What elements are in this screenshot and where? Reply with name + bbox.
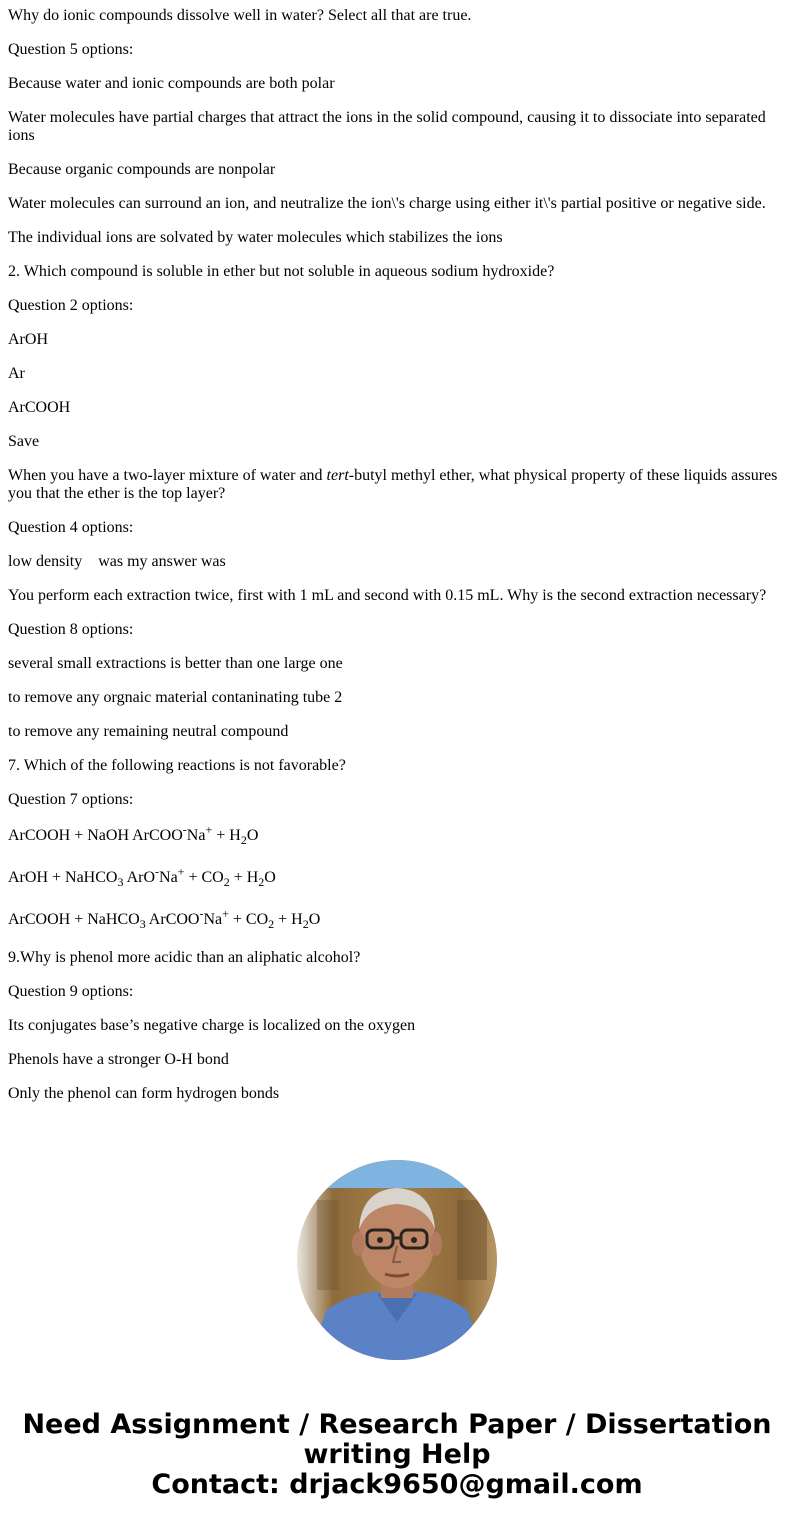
answer-note: low density was my answer was [8, 553, 226, 570]
reaction-equation [8, 906, 786, 932]
save-label: Save [8, 433, 40, 450]
option-text: ArCOOH [8, 399, 71, 416]
reaction-equation [8, 864, 786, 890]
question-prompt: You perform each extraction twice, first with 1 mL and second with 0.15 mL. Why is the second extraction necessary? [8, 587, 767, 604]
eq-part: ArCOOH + NaHCO [8, 911, 140, 928]
banner-line: writing Help [303, 1439, 491, 1470]
document-body [0, 7, 794, 1103]
prompt-part: -butyl methyl ether, what physical property of these liquids assures you that the ether is the top layer? [8, 467, 778, 502]
eq-part: + H [274, 911, 303, 928]
eq-part: Na [203, 911, 223, 928]
options-label: Question 2 options: [8, 297, 134, 314]
avatar-photo [297, 1160, 497, 1360]
eq-part: ArCOOH + NaOH ArCOO [8, 827, 183, 844]
option-text: to remove any remaining neutral compound [8, 723, 289, 740]
eq-subscript: 2 [240, 833, 247, 848]
eq-subscript: 3 [117, 875, 124, 890]
eq-subscript: 2 [258, 875, 265, 890]
eq-superscript: - [199, 906, 204, 921]
options-label: Question 5 options: [8, 41, 134, 58]
option-text: Water molecules can surround an ion, and neutralize the ion\'s charge using either it\'s partial positive or negative side. [8, 195, 766, 212]
option-text: Water molecules have partial charges that attract the ions in the solid compound, causing it to dissociate into separated ions [8, 109, 766, 144]
question-prompt: 2. Which compound is soluble in ether but not soluble in aqueous sodium hydroxide? [8, 263, 555, 280]
eq-superscript: + [177, 864, 185, 879]
eq-subscript: 3 [139, 917, 146, 932]
option-text: Only the phenol can form hydrogen bonds [8, 1085, 280, 1102]
eq-superscript: - [155, 864, 160, 879]
eq-superscript: - [182, 822, 187, 837]
eq-part: ArO [123, 869, 156, 886]
eq-part: + CO [228, 911, 269, 928]
eq-subscript: 2 [223, 875, 230, 890]
eq-part: ArCOO [145, 911, 200, 928]
option-text: Because organic compounds are nonpolar [8, 161, 276, 178]
option-text: Ar [8, 365, 25, 382]
option-text: Its conjugates base’s negative charge is localized on the oxygen [8, 1017, 416, 1034]
banner-line: Need Assignment / Research Paper / Dissertation [22, 1409, 772, 1440]
prompt-part: When you have a two-layer mixture of water and [8, 467, 327, 484]
option-text: several small extractions is better than one large one [8, 655, 343, 672]
contact-banner [0, 1410, 794, 1500]
question-prompt: 9.Why is phenol more acidic than an aliphatic alcohol? [8, 949, 361, 966]
option-text: ArOH [8, 331, 48, 348]
eq-superscript: + [222, 906, 229, 921]
options-label: Question 9 options: [8, 983, 134, 1000]
eq-part: + CO [184, 869, 224, 886]
eq-subscript: 2 [302, 917, 309, 932]
options-label: Question 4 options: [8, 519, 134, 536]
reaction-equation [8, 822, 786, 848]
option-text: The individual ions are solvated by water molecules which stabilizes the ions [8, 229, 503, 246]
eq-superscript: + [205, 822, 213, 837]
eq-part: + H [212, 827, 241, 844]
eq-part: O [246, 827, 259, 844]
eq-part: O [264, 869, 276, 886]
option-text: Phenols have a stronger O-H bond [8, 1051, 229, 1068]
eq-part: O [308, 911, 321, 928]
option-text: Because water and ionic compounds are both polar [8, 75, 335, 92]
eq-part: Na [186, 827, 206, 844]
eq-subscript: 2 [268, 917, 275, 932]
banner-contact: Contact: drjack9650@gmail.com [151, 1469, 643, 1500]
options-label: Question 7 options: [8, 791, 134, 808]
option-text: to remove any orgnaic material contaninating tube 2 [8, 689, 343, 706]
prompt-italic: tert [326, 467, 349, 484]
question-prompt [8, 467, 786, 503]
avatar [297, 1160, 497, 1360]
options-label: Question 8 options: [8, 621, 134, 638]
question-prompt: Why do ionic compounds dissolve well in water? Select all that are true. [8, 7, 472, 24]
question-prompt: 7. Which of the following reactions is not favorable? [8, 757, 346, 774]
eq-part: ArOH + NaHCO [8, 869, 118, 886]
eq-part: Na [159, 869, 178, 886]
eq-part: + H [229, 869, 259, 886]
